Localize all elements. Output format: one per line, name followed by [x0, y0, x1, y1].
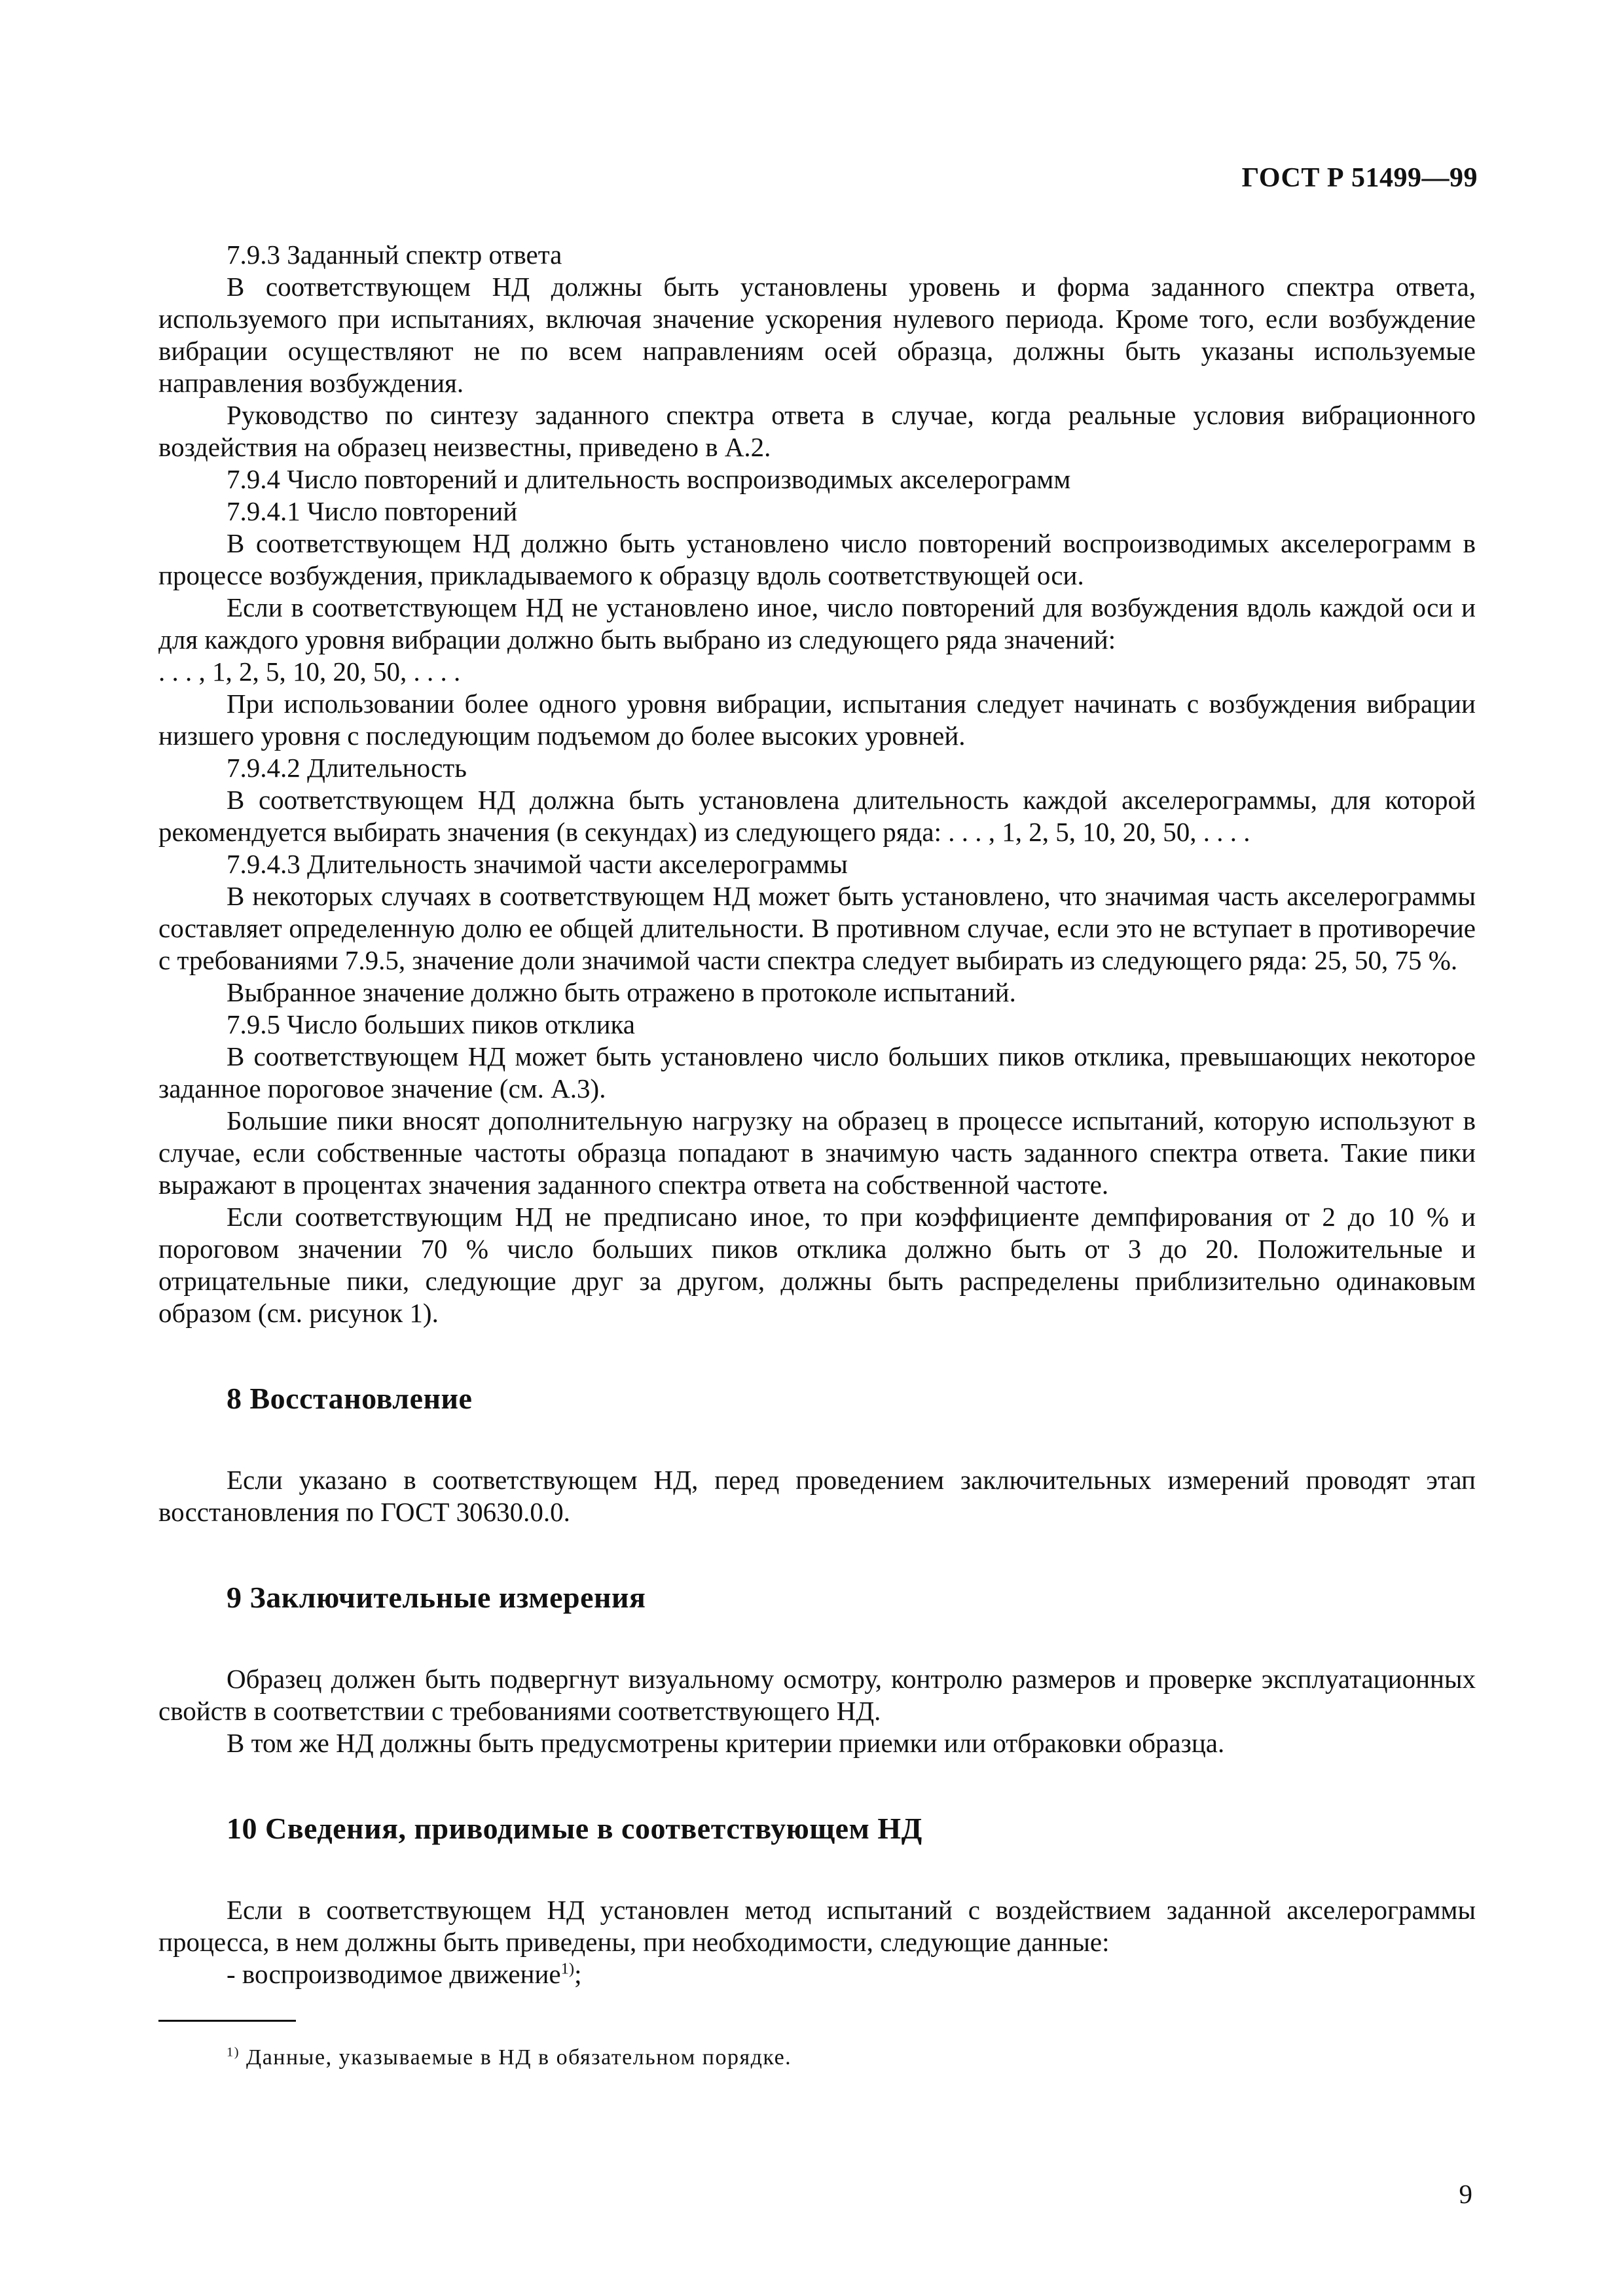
- paragraph: В соответствующем НД должны быть установлены уровень и форма заданного спектра ответа, используемого при испытаниях, включая значение ускорения нулевого периода. Кроме того, если возбуждение вибрации осуществляют не по всем направлениям осей образца, должны быть указаны используемые направления возбуждения.: [158, 272, 1476, 398]
- paragraph: В соответствующем НД должна быть установлена длительность каждой акселерограммы, для которой рекомендуется выбирать значения (в секундах) из следующего ряда: . . . , 1, 2, 5, 10, 20, 50, . . . .: [158, 785, 1476, 847]
- paragraph: Образец должен быть подвергнут визуальному осмотру, контролю размеров и проверке эксплуатационных свойств в соответствии с требованиями соответствующего НД.: [158, 1664, 1476, 1726]
- section-10-heading: 10 Сведения, приводимые в соответствующем НД: [227, 1812, 922, 1845]
- paragraph: В соответствующем НД может быть установлено число больших пиков отклика, превышающих некоторое заданное пороговое значение (см. А.3).: [158, 1041, 1476, 1103]
- footnote-text: Данные, указываемые в НД в обязательном порядке.: [240, 2045, 792, 2070]
- paragraph: Если указано в соответствующем НД, перед проведением заключительных измерений проводят этап восстановления по ГОСТ 30630.0.0.: [158, 1465, 1476, 1527]
- footnote-divider: [158, 2020, 296, 2022]
- footnote-reference[interactable]: 1): [560, 1960, 575, 1978]
- clause-7-9-4-1-title: 7.9.4.1 Число повторений: [227, 496, 518, 526]
- paragraph: При использовании более одного уровня вибрации, испытания следует начинать с возбуждения вибрации низшего уровня с последующим подъемом до более высоких уровней.: [158, 689, 1476, 751]
- document-code: ГОСТ Р 51499—99: [1241, 163, 1478, 193]
- paragraph: В том же НД должны быть предусмотрены критерии приемки или отбраковки образца.: [227, 1728, 1225, 1758]
- clause-7-9-4-title: 7.9.4 Число повторений и длительность воспроизводимых акселерограмм: [227, 464, 1071, 494]
- clause-7-9-4-2-title: 7.9.4.2 Длительность: [227, 753, 467, 783]
- footnotes: [158, 2020, 1476, 2072]
- paragraph: Если в соответствующем НД не установлено иное, число повторений для возбуждения вдоль каждой оси и для каждого уровня вибрации должно быть выбрано из следующего ряда значений:: [158, 592, 1476, 655]
- clause-7-9-3-title: 7.9.3 Заданный спектр ответа: [227, 240, 562, 270]
- clause-7-9-5-title: 7.9.5 Число больших пиков отклика: [227, 1009, 636, 1039]
- paragraph: Если соответствующим НД не предписано иное, то при коэффициенте демпфирования от 2 до 10 % и пороговом значении 70 % число больших пиков отклика должно быть от 3 до 20. Положительные и отрицательные пики, следующие друг за другом, должны быть распределены приблизительно одинаковым образом (см. рисунок 1).: [158, 1202, 1476, 1328]
- paragraph: Если в соответствующем НД установлен метод испытаний с воздействием заданной акселерограммы процесса, в нем должны быть приведены, при необходимости, следующие данные:: [158, 1895, 1476, 1957]
- paragraph: Руководство по синтезу заданного спектра ответа в случае, когда реальные условия вибрационного воздействия на образец неизвестны, приведено в А.2.: [158, 400, 1476, 462]
- footnote-marker: 1): [227, 2045, 240, 2060]
- paragraph: Выбранное значение должно быть отражено в протоколе испытаний.: [227, 977, 1016, 1007]
- paragraph: Большие пики вносят дополнительную нагрузку на образец в процессе испытаний, которую используют в случае, если собственные частоты образца попадают в значимую часть заданного спектра ответа. Такие пики выражают в процентах значения заданного спектра ответа на собственной частоте.: [158, 1105, 1476, 1200]
- value-series: . . . , 1, 2, 5, 10, 20, 50, . . . .: [158, 656, 461, 687]
- clause-7-9-4-3-title: 7.9.4.3 Длительность значимой части акселерограммы: [227, 849, 848, 879]
- page-number: 9: [1459, 2179, 1472, 2209]
- list-item-end: ;: [574, 1959, 582, 1989]
- section-8-heading: 8 Восстановление: [227, 1382, 473, 1415]
- list-item: [158, 1958, 1476, 1990]
- footnote: [158, 2044, 1476, 2072]
- section-9-heading: 9 Заключительные измерения: [227, 1581, 646, 1614]
- page-content: [158, 239, 1476, 1990]
- list-item-text: - воспроизводимое движение: [227, 1959, 561, 1989]
- paragraph: В соответствующем НД должно быть установлено число повторений воспроизводимых акселерограмм в процессе возбуждения, прикладываемого к образцу вдоль соответствующей оси.: [158, 528, 1476, 590]
- paragraph: В некоторых случаях в соответствующем НД может быть установлено, что значимая часть акселерограммы составляет определенную долю ее общей длительности. В противном случае, если это не вступает в противоречие с требованиями 7.9.5, значение доли значимой части спектра следует выбирать из следующего ряда: 25, 50, 75 %.: [158, 881, 1476, 975]
